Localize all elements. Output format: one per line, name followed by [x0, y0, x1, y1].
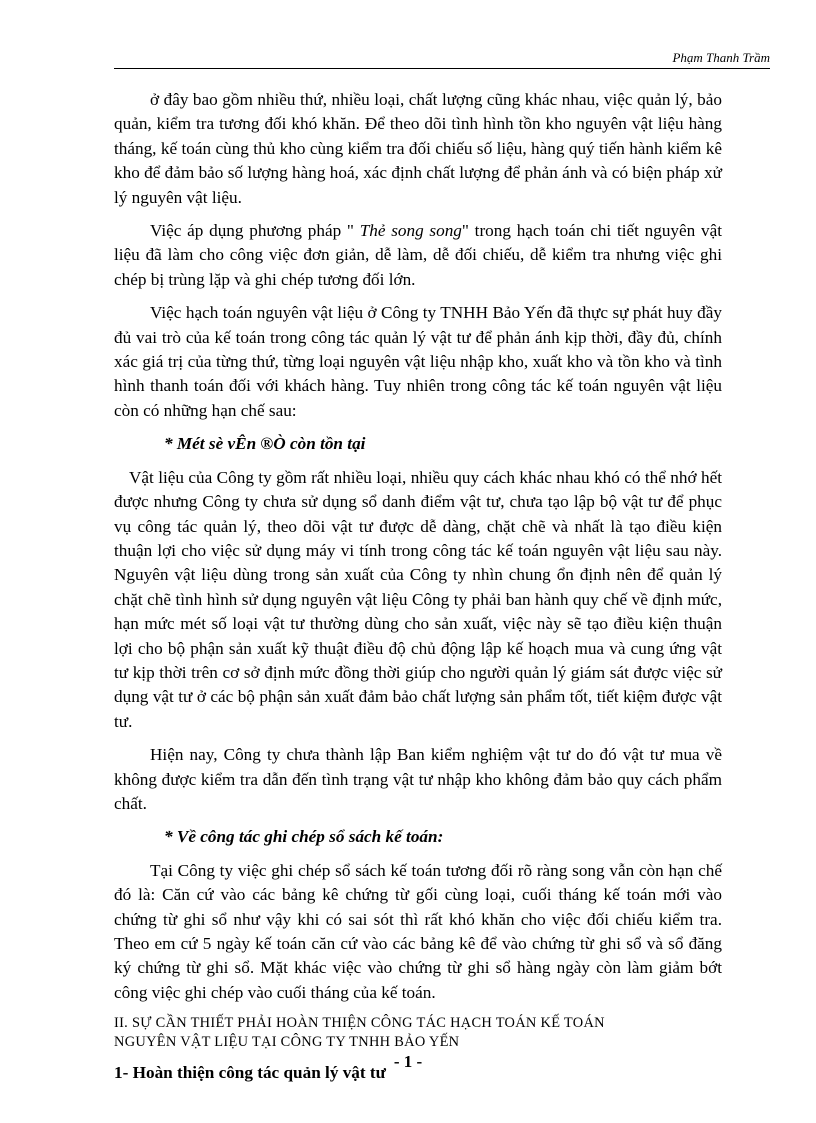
- document-body: [114, 88, 722, 1086]
- paragraph-2: [114, 219, 722, 292]
- subsection-heading: 1- Hoàn thiện công tác quản lý vật tư: [114, 1063, 386, 1083]
- paragraph-3: Việc hạch toán nguyên vật liệu ở Công ty TNHH Bảo Yến đã thực sự phát huy đầy đủ vai trò của kế toán trong công tác quản lý vật tư để phản ánh kịp thời, đầy đủ, chính xác giá trị của từng thứ, từng loại nguyên vật liệu nhập kho, xuất kho và tồn kho và tình hình thanh toán đối với khách hàng. Tuy nhiên trong công tác kế toán nguyên vật liệu còn có những hạn chế sau:: [114, 303, 722, 420]
- section-heading-line-1: II. SỰ CẦN THIẾT PHẢI HOÀN THIỆN CÔNG TÁC HẠCH TOÁN KẾ TOÁN: [114, 1015, 605, 1032]
- paragraph-2-before: Việc áp dụng phương pháp ": [150, 221, 360, 241]
- subheading-bookkeeping: * Về công tác ghi chép sổ sách kế toán:: [164, 827, 444, 847]
- paragraph-5: Hiện nay, Công ty chưa thành lập Ban kiểm nghiệm vật tư do đó vật tư mua về không được kiểm tra dẫn đến tình trạng vật tư nhập kho không đảm bảo quy cách phẩm chất.: [114, 745, 722, 813]
- section-heading: [114, 1014, 722, 1052]
- section-heading-line-2: NGUYÊN VẬT LIỆU TẠI CÔNG TY TNHH BẢO YẾN: [114, 1034, 460, 1051]
- header-author: Phạm Thanh Trầm: [672, 50, 770, 65]
- paragraph-1: ở đây bao gồm nhiều thứ, nhiều loại, chất lượng cũng khác nhau, việc quản lý, bảo quản, kiểm tra tương đối khó khăn. Để theo dõi tình hình tồn kho nguyên vật liệu hàng tháng, kế toán cùng thủ kho cùng kiểm tra đối chiếu số liệu, hàng quý tiến hành kiểm kê kho để đảm bảo số lượng hàng hoá, xác định chất lượng để phản ánh và có biện pháp xử lý nguyên vật liệu.: [114, 90, 722, 207]
- paragraph-6: Tại Công ty việc ghi chép sổ sách kế toán tương đối rõ ràng song vẫn còn hạn chế đó là: Căn cứ vào các bảng kê chứng từ gối cùng loại, cuối tháng kế toán mới vào chứng từ ghi sổ như vậy khi có sai sót thì rất khó khăn cho việc đối chiếu kiểm tra. Theo em cứ 5 ngày kế toán căn cứ vào các bảng kê để vào chứng từ ghi sổ và sổ đăng ký chứng từ ghi sổ. Mặt khác việc vào chứng từ ghi sổ hàng ngày còn làm giảm bớt công việc ghi chép vào cuối tháng của kế toán.: [114, 860, 722, 1002]
- page-number: - 1 -: [393, 1052, 423, 1071]
- page-header: [114, 44, 770, 69]
- subheading-limitations: * Mét sè vÊn ®Ò còn tồn tại: [164, 434, 366, 454]
- paragraph-2-emphasis: Thẻ song song: [359, 221, 462, 241]
- paragraph-4: Vật liệu của Công ty gồm rất nhiều loại, nhiều quy cách khác nhau khó có thể nhớ hết được nhưng Công ty chưa sử dụng sổ danh điểm vật tư, chưa tạo lập bộ vật tư để phục vụ công tác quản lý, theo dõi vật tư được dễ dàng, chặt chẽ và nhất là tạo điều kiện thuận lợi cho việc sử dụng máy vi tính trong công tác kế toán nguyên vật liệu sau này. Nguyên vật liệu dùng trong sản xuất của Công ty nhìn chung ổn định nên để quản lý chặt chẽ tình hình sử dụng nguyên vật liệu Công ty phải ban hành quy chế về định mức, hạn mức mét số loại vật tư thường dùng cho sản xuất, việc này sẽ tạo điều kiện thuận lợi cho bộ phận sản xuất kỹ thuật điều độ chủ động lập kế hoạch mua và cung ứng vật tư kịp thời trên cơ sở định mức đồng thời giúp cho người quản lý giám sát được việc sử dụng vật tư ở các bộ phận sản xuất đảm bảo chất lượng sản phẩm tốt, tiết kiệm được vật tư.: [114, 467, 722, 731]
- paragraph-2-after: " trong hạch toán chi tiết nguyên vật liệu đã làm cho công việc đơn giản, dễ làm, dễ đối chiếu, dễ kiểm tra nhưng việc ghi chép bị trùng lặp và ghi chép tương đối lớn.: [114, 221, 722, 289]
